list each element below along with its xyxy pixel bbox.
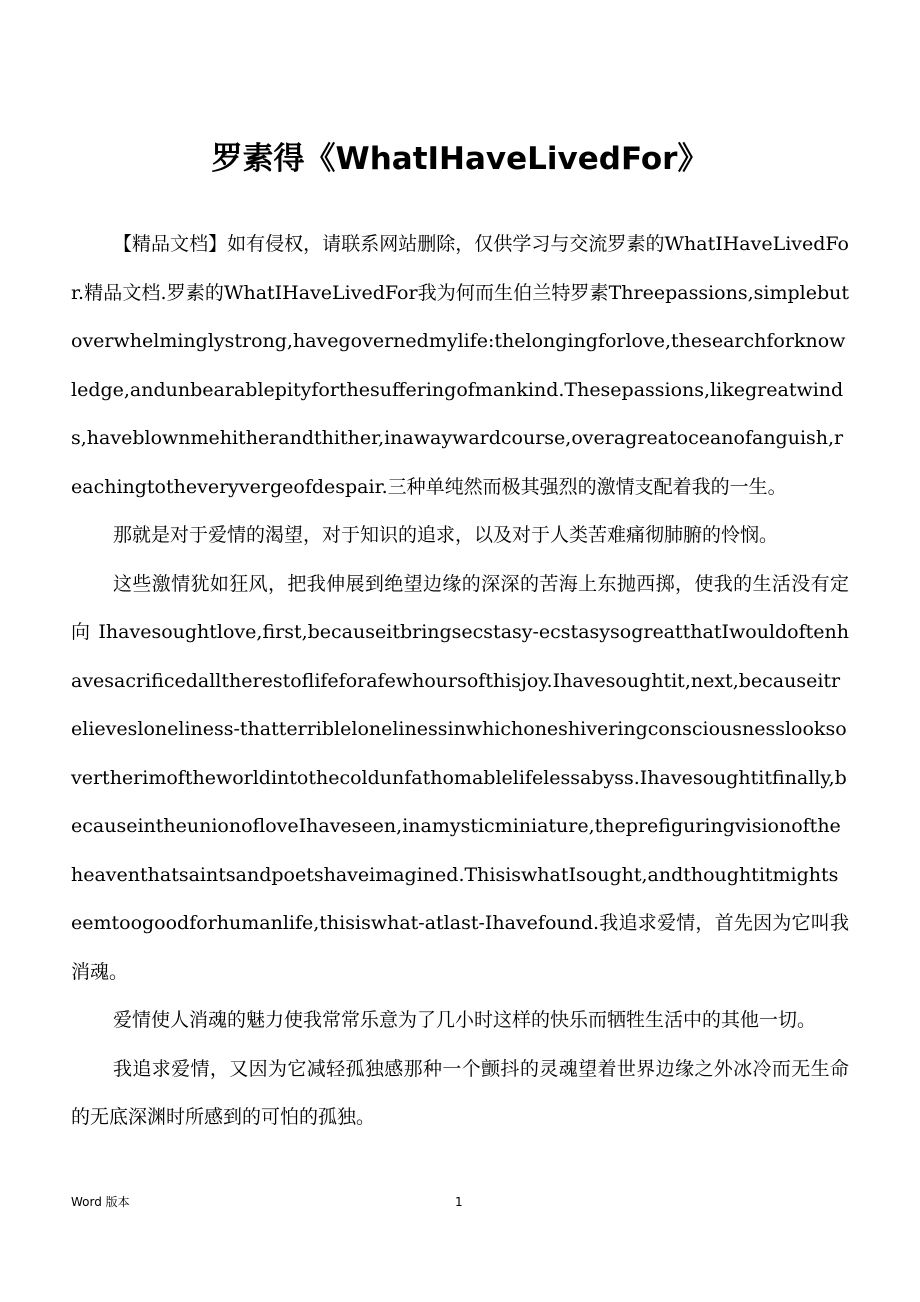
paragraph-5: 我追求爱情，又因为它减轻孤独感那种一个颤抖的灵魂望着世界边缘之外冰冷而无生命的无底深渊时所感到的可怕的孤独。 [71,1057,849,1128]
document-title: 罗素得《WhatIHaveLivedFor》 [211,141,709,177]
paragraph-4: 爱情使人消魂的魅力使我常常乐意为了几小时这样的快乐而牺牲生活中的其他一切。 [113,1009,817,1031]
paragraph-2: 那就是对于爱情的渴望，对于知识的追求，以及对于人类苦难痛彻肺腑的怜悯。 [113,524,779,546]
document-body [71,220,849,1142]
paragraph-1: 【精品文档】如有侵权，请联系网站删除，仅供学习与交流罗素的WhatIHaveLivedFor.精品文档.罗素的WhatIHaveLivedFor我为何而生伯兰特罗素Threepassions,simplebutoverwhelminglystrong,havegovernedmylife:thelongingforlove,thesearchforknowledge,andunbearablepityforthesufferingofmankind.Thesepassions,likegreatwinds,haveblownmehitherandthither,inawaywardcourse,overagreatoceanofanguish,reachingtotheveryvergeofdespair.三种单纯然而极其强烈的激情支配着我的一生。 [71,233,849,498]
page-number: 1 [455,1195,463,1209]
paragraph-3: 这些激情犹如狂风，把我伸展到绝望边缘的深深的苦海上东抛西掷，使我的生活没有定向Ihavesoughtlove,first,becauseitbringsecstasy-ecstasysogreatthatIwouldoftenhavesacrificedalltherestoflifeforafewhoursofthisjoy.Ihavesoughtit,next,becauseitrelievesloneliness-thatterriblelonelinessinwhichoneshiveringconsciousnesslooksovertherimoftheworldintothecoldunfathomablelifelessabyss.Ihavesoughtitfinally,becauseintheunionofloveIhaveseen,inamysticminiature,theprefiguringvisionoftheheaventhatsaintsandpoetshaveimagined.ThisiswhatIsought,andthoughtitmightseemtoogoodforhumanlife,thisiswhat-atlast-Ihavefound.我追求爱情，首先因为它叫我消魂。 [71,572,849,983]
footer-label: Word 版本 [71,1195,130,1209]
